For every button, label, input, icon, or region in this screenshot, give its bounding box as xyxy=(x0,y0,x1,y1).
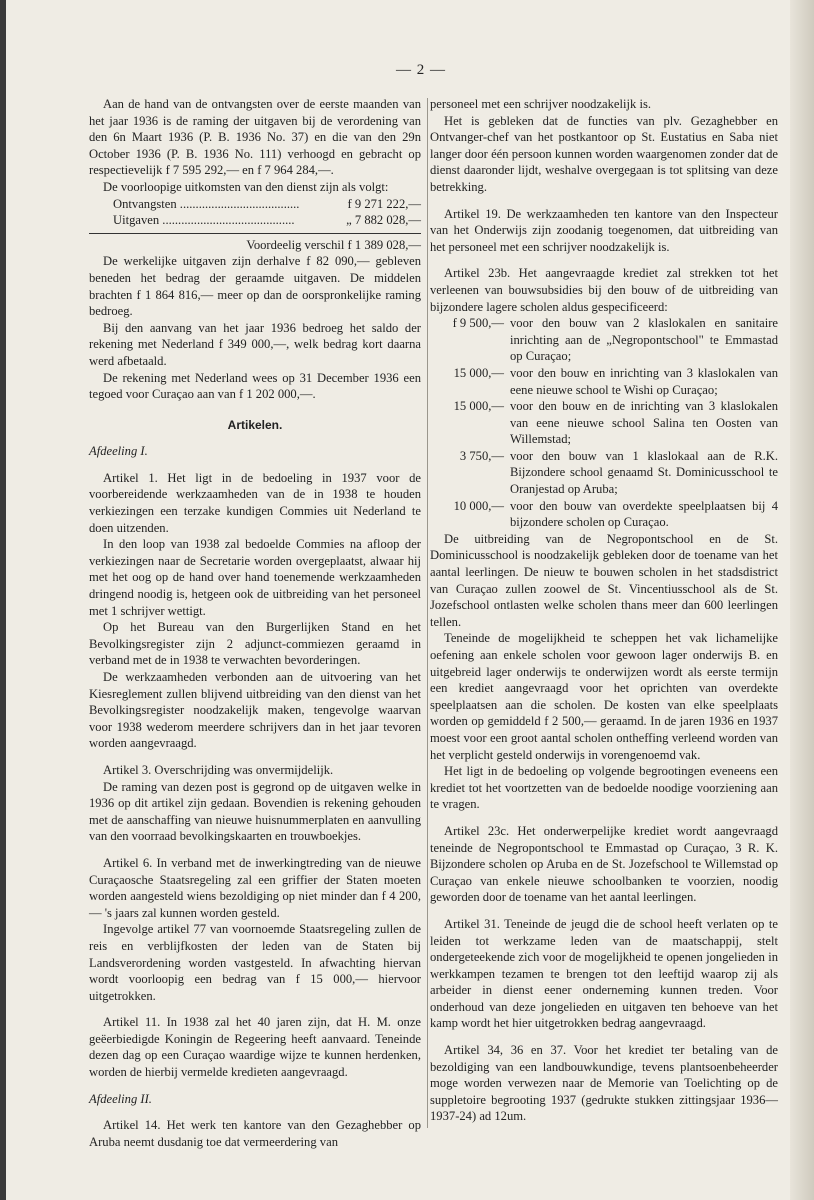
ledger-label: Uitgaven .......................................... xyxy=(113,213,295,228)
paragraph: Op het Bureau van den Burgerlijken Stand en het Bevolkingsregister zijn 2 adjunct-commiezen geraamd in verband met de in 1938 te verwachten bevorderingen. xyxy=(89,620,421,668)
item-amount: f 9 500,— xyxy=(452,316,504,331)
list-item xyxy=(430,498,778,531)
paragraph: De uitbreiding van de Negropontschool en de St. Dominicusschool is noodzakelijk gebleken door de toename van het aantal leerlingen. De nieuw te bouwen scholen in het stadsdistrict van Curaçao zullen zoowel de St. Vincentiusschool als de St. Jozefschool ontlasten welke scholen thans meer dan 600 leerlingen tellen. xyxy=(430,531,778,629)
list-item xyxy=(430,398,778,448)
item-text: voor den bouw van overdekte speelplaatsen bij 4 bijzondere scholen op Curaçao. xyxy=(510,498,778,530)
adjacent-page-edge xyxy=(790,0,814,1200)
list-item xyxy=(430,315,778,365)
document-page xyxy=(6,0,790,1200)
paragraph: Artikel 11. In 1938 zal het 40 jaren zijn, dat H. M. onze geëerbiedigde Koningin de Regeering heeft aanvaard. Teneinde dezen dag op een Curaçao waardige wijze te kunnen herdenken, worden de hierbij vermelde kredieten aangevraagd. xyxy=(89,1015,421,1080)
subsidy-list xyxy=(430,315,778,531)
ledger-row xyxy=(89,212,421,229)
list-item xyxy=(430,365,778,398)
paragraph: Artikel 31. Teneinde de jeugd die de school heeft verlaten op te leiden tot werkzame leden van de maatschappij, stelt ondergeteekende zich voor de mogelijkheid te openen jongelieden in werkkampen tezamen te brengen tot den leeftijd waarop zij als arbeider in dienst eener onderneming kunnen treden. Voor onderhoud van deze jongelieden en uitgaven ten behoeve van het kamp wordt het hier uitgetrokken bedrag aangevraagd. xyxy=(430,916,778,1031)
item-text: voor den bouw van 2 klaslokalen en sanitaire inrichting aan de „Negropontschool" te Emmastad op Curaçao; xyxy=(510,316,778,364)
paragraph: Artikel 6. In verband met de inwerkingtreding van de nieuwe Curaçaosche Staatsregeling zal een griffier der Staten moeten worden aangesteld wiens bezoldiging op niet minder dan f 4 200,— 's jaars zal kunnen worden gesteld. xyxy=(89,855,421,920)
paragraph: Artikel 34, 36 en 37. Voor het krediet ter betaling van de bezoldiging van een landbouwkundige, tevens plantsoenbeheerder moge worden verwezen naar de Memorie van Toelichting op de suppletoire begrooting 1937 (gedrukte stukken zittingsjaar 1936—1937-24) ad 12um. xyxy=(430,1043,778,1124)
left-column xyxy=(89,96,421,1150)
paragraph: Artikel 19. De werkzaamheden ten kantore van den Inspecteur van het Onderwijs zijn zoodanig toegenomen, dat uitbreiding van het personeel met een schrijver noodzakelijk is. xyxy=(430,206,778,254)
column-divider xyxy=(427,98,428,1128)
paragraph: De werkzaamheden verbonden aan de uitvoering van het Kiesreglement zullen blijvend uitbreiding van den dienst van het Bevolkingsregister noodzakelijk maken, tengevolge waarvan voor 1938 wederom meerdere schrijvers dan in het jaar tevoren worden aangevraagd. xyxy=(89,670,421,751)
paragraph: Artikel 23c. Het onderwerpelijke krediet wordt aangevraagd teneinde de Negropontschool te Emmastad op Curaçao, 3 R. K. Bijzondere scholen op Aruba en de St. Jozefschool te Willemstad op Curaçao van enkele nieuwe schoolbanken te voorzien, noodig geworden door de toename van het aantal leerlingen. xyxy=(430,823,778,905)
item-amount: 3 750,— xyxy=(459,448,504,463)
subsection-heading: Afdeeling I. xyxy=(89,444,148,459)
paragraph: Bij den aanvang van het jaar 1936 bedroeg het saldo der rekening met Nederland f 349 000,—, welk bedrag kort daarna werd afbetaald. xyxy=(89,320,421,368)
paragraph: De werkelijke uitgaven zijn derhalve f 82 090,— gebleven beneden het bedrag der geraamde uitgaven. De middelen brachten f 1 864 816,— meer op dan de oorspronkelijke raming bedroeg. xyxy=(89,254,421,319)
paragraph: In den loop van 1938 zal bedoelde Commies na afloop der verkiezingen naar de Secretarie worden overgeplaatst, alwaar hij met het oog op de hand over hand toenemende werkzaamheden dringend noodig is, hetgeen ook de uitbreiding van het personeel met 1 schrijver wettigt. xyxy=(89,537,421,618)
item-text: voor den bouw en de inrichting van 3 klaslokalen van eene nieuwe school Salina ten Oosten van Willemstad; xyxy=(510,399,778,447)
ledger-total: Voordeelig verschil f 1 389 028,— xyxy=(246,237,421,252)
ledger-value: f 9 271 222,— xyxy=(347,196,421,211)
ledger-row xyxy=(89,196,421,213)
sum-rule xyxy=(89,233,421,234)
page-number: — 2 — xyxy=(396,62,446,78)
paragraph: Het ligt in de bedoeling op volgende begrootingen eveneens een krediet tot het voortzetten van de bedoelde noodige voorziening aan te vragen. xyxy=(430,764,778,812)
paragraph: Aan de hand van de ontvangsten over de eerste maanden van het jaar 1936 is de raming der uitgaven bij de verordening van den 6n Maart 1936 (P. B. 1936 No. 37) en die van den 29n October 1936 (P. B. 1936 No. 111) verhoogd en gebracht op respectievelijk f 7 595 292,— en f 7 964 284,—. xyxy=(89,97,421,178)
item-text: voor den bouw en inrichting van 3 klaslokalen van eene nieuwe school te Wishi op Curaçao; xyxy=(510,365,778,397)
item-amount: 15 000,— xyxy=(453,365,504,380)
item-text: voor den bouw van 1 klaslokaal aan de R.K. Bijzondere school genaamd St. Dominicusschool te Oranjestad op Aruba; xyxy=(510,448,778,497)
section-heading: Artikelen. xyxy=(227,417,283,432)
paragraph: Artikel 3. Overschrijding was onvermijdelijk. xyxy=(103,762,334,777)
paragraph: De rekening met Nederland wees op 31 December 1936 een tegoed voor Curaçao aan van f 1 202 000,—. xyxy=(89,370,421,402)
item-amount: 15 000,— xyxy=(453,399,504,414)
paragraph: Artikel 14. Het werk ten kantore van den Gezaghebber op Aruba neemt dusdanig toe dat vermeerdering van xyxy=(89,1118,421,1149)
right-column xyxy=(430,96,778,1125)
paragraph: Teneinde de mogelijkheid te scheppen het vak lichamelijke oefening aan enkele scholen voor gewoon lager onderwijs B. en uitgebreid lager onderwijs te onderwijzen wordt als eerste termijn een krediet aangevraagd voor het oprichten van overdekte speelplaatsen aan die scholen. De kosten van elke speelplaats worden op gemiddeld f 2 500,— geraamd. In de jaren 1936 en 1937 moest voor een groot aantal scholen ontheffing verleend worden van het verplicht gesteld onderwijs in vorengenoemd vak. xyxy=(430,631,778,762)
paragraph: Ingevolge artikel 77 van voornoemde Staatsregeling zullen de reis en verblijfkosten der leden van de Staten bij Landsverordening worden vastgesteld. In afwachting hiervan wordt voorloopig een bedrag van f 15 000,— hiervoor uitgetrokken. xyxy=(89,922,421,1003)
paragraph: De raming van dezen post is gegrond op de uitgaven welke in 1936 op dit artikel zijn gedaan. Bovendien is rekening gehouden met de aanschaffing van nieuwe huisnummerplaten en aanvulling van den voorraad bevolkingskaarten en trouwboekjes. xyxy=(89,779,421,844)
paragraph: personeel met een schrijver noodzakelijk is. xyxy=(430,97,652,111)
subsection-heading: Afdeeling II. xyxy=(89,1091,152,1106)
paragraph: Artikel 1. Het ligt in de bedoeling in 1937 voor de voorbereidende werkzaamheden van de in 1938 te houden verkiezingen een terzake kundigen Commies uit Nederland te doen uitzenden. xyxy=(89,470,421,535)
paragraph: Artikel 23b. Het aangevraagde krediet zal strekken tot het verleenen van bouwsubsidies bij den bouw of de uitbreiding van bijzondere lagere scholen aldus gespecificeerd: xyxy=(430,266,778,314)
ledger-value: „ 7 882 028,— xyxy=(346,213,421,228)
ledger-label: Ontvangsten ...................................... xyxy=(113,196,300,211)
paragraph: Het is gebleken dat de functies van plv. Gezaghebber en Ontvanger-chef van het postkantoor op St. Eustatius en Saba niet langer door één persoon kunnen worden waargenomen zonder dat de dienst daaronder lijdt, weshalve overgegaan is tot splitsing van deze betrekking. xyxy=(430,113,778,194)
list-item xyxy=(430,448,778,498)
item-amount: 10 000,— xyxy=(453,498,504,513)
paragraph: De voorloopige uitkomsten van den dienst zijn als volgt: xyxy=(103,179,389,194)
